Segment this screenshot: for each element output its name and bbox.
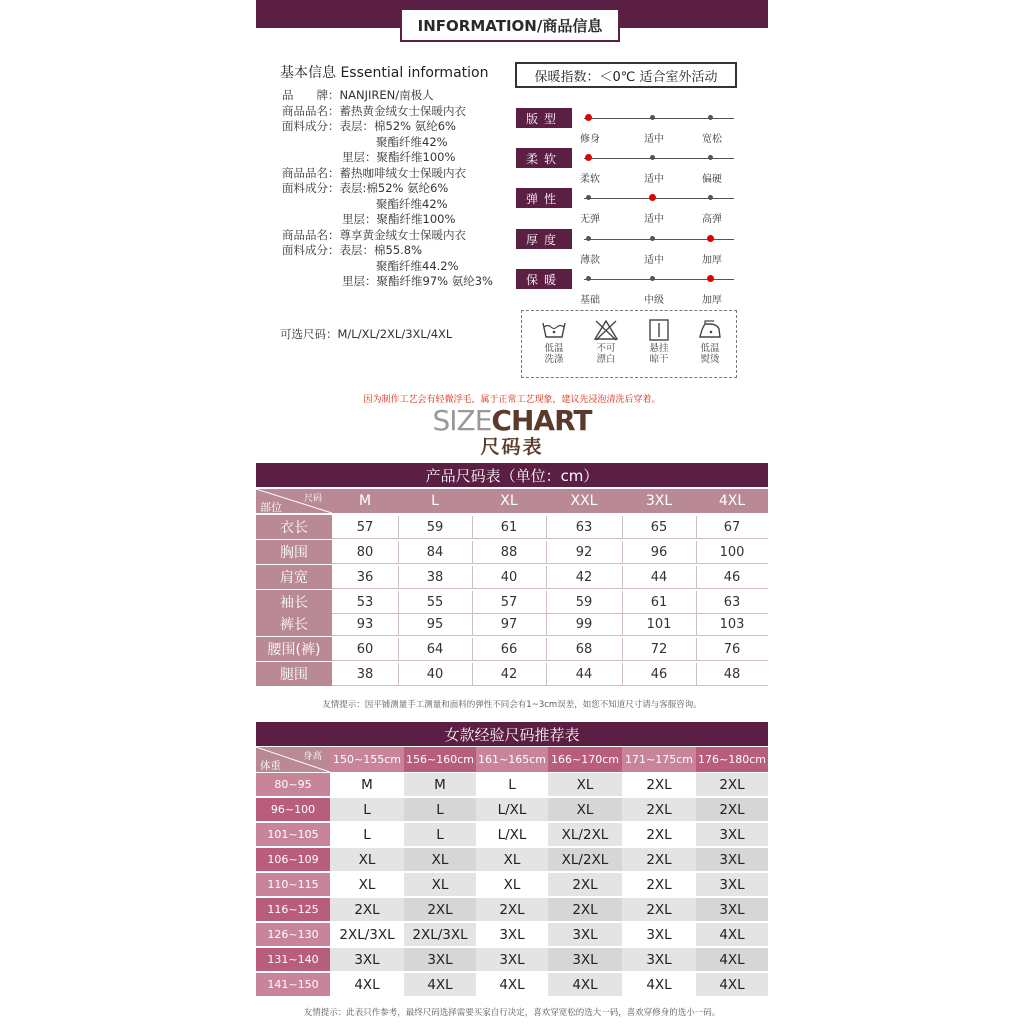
height-column-header: 156~160cm [404,747,476,772]
attribute-row [516,229,742,265]
table-cell: L/XL [476,798,548,821]
row-label: 腿围 [256,662,332,686]
table-cell: 3XL [696,848,768,871]
height-column-header: 176~180cm [696,747,768,772]
table-cell: 42 [500,666,518,682]
info-line: 聚酯纤维42% [376,196,448,211]
attribute-label: 柔软 [516,148,572,168]
height-column-header: 161~165cm [476,747,548,772]
attribute-dot [650,236,655,241]
cell-divider [696,613,697,635]
table-cell: 2XL [622,848,696,871]
attribute-option: 适中 [644,134,664,145]
table-cell: L [476,773,548,796]
cell-divider [398,566,399,588]
weight-row-label: 126~130 [256,923,330,946]
weight-row-label: 106~109 [256,848,330,871]
table-cell: 57 [500,594,518,610]
cell-divider [696,638,697,660]
care-text: 熨烫 [700,354,720,365]
attribute-option: 适中 [644,255,664,266]
attribute-option: 高弹 [702,214,722,225]
table-cell: 84 [426,544,444,560]
table-cell: 46 [650,666,668,682]
table-cell: XL [548,798,622,821]
attribute-option: 基础 [580,295,600,306]
table-cell: 64 [426,641,444,657]
care-text: 悬挂 [649,343,669,354]
row-divider [332,538,768,539]
attribute-dot [586,195,591,200]
attribute-label: 厚度 [516,229,572,249]
row-label: 裤长 [256,612,332,636]
table-cell: 3XL [696,873,768,896]
fuzz-notice: 因为制作工艺会有轻微浮毛，属于正常工艺现象，建议先浸泡清洗后穿着。 [363,395,661,405]
cell-divider [622,541,623,563]
attribute-option: 薄款 [580,255,600,266]
recommend-table-tip: 友情提示：此表只作参考，最终尺码选择需要买家自行决定，喜欢穿宽松的选大一码，喜欢穿修身的选小一码。 [303,1008,721,1018]
table-cell: 80 [356,544,374,560]
basic-info-list [282,88,522,290]
table-cell: L/XL [476,823,548,846]
height-column-header: 150~155cm [330,747,404,772]
info-line: 面料成分：表层:棉52% 氨纶6% [282,181,449,195]
table-cell: 4XL [696,973,768,996]
cell-divider [622,638,623,660]
table-row [256,773,768,798]
table-cell: 2XL [622,798,696,821]
row-label: 袖长 [256,590,332,614]
care-instructions [521,310,737,378]
table-cell: 55 [426,594,444,610]
attribute-dot [586,276,591,281]
table-cell: 2XL [548,898,622,921]
care-item [688,319,732,365]
cell-divider [546,638,547,660]
available-sizes: 可选尺码：M/L/XL/2XL/3XL/4XL [280,327,453,341]
cell-divider [472,591,473,613]
attribute-row [516,108,742,144]
attribute-dot [708,115,713,120]
attribute-option: 适中 [644,214,664,225]
table-cell: 3XL [330,948,404,971]
cell-divider [398,638,399,660]
weight-row-label: 141~150 [256,973,330,996]
table-cell: 2XL/3XL [404,923,476,946]
row-divider [332,588,768,589]
attribute-label: 保暖 [516,269,572,289]
cell-divider [546,591,547,613]
size-column-header: XXL [570,493,598,509]
care-text: 不可 [596,343,616,354]
table-cell: 101 [646,616,672,632]
corner-weight-label: 体重 [260,760,281,772]
care-item [637,319,681,365]
attribute-option: 柔软 [580,174,600,185]
info-line: 里层：聚酯纤维100% [342,150,456,164]
table-cell: L [404,823,476,846]
table-cell: 99 [575,616,593,632]
table-cell: XL/2XL [548,848,622,871]
table-cell: 72 [650,641,668,657]
attribute-row [516,269,742,305]
cell-divider [472,663,473,685]
info-line: 商品品名：蓄热黄金绒女士保暖内衣 [282,103,466,118]
attribute-dot [708,195,713,200]
table-cell: 48 [723,666,741,682]
care-text: 晾干 [649,354,669,365]
table-row [256,973,768,998]
attribute-option: 加厚 [702,295,722,306]
attribute-dot [586,236,591,241]
table-cell: 4XL [696,923,768,946]
care-text: 漂白 [596,354,616,365]
size-column-header: 3XL [645,493,673,509]
table-cell: 93 [356,616,374,632]
info-line: 聚酯纤维44.2% [376,258,459,273]
table-cell: 38 [356,666,374,682]
cell-divider [622,613,623,635]
weight-row-label: 96~100 [256,798,330,821]
low-temp-wash-icon [541,319,567,341]
size-column-header: M [358,493,372,509]
table-row [256,923,768,948]
attribute-selected-dot [649,194,656,201]
table-cell: 2XL [622,773,696,796]
table-cell: L [330,823,404,846]
table-cell: 44 [650,569,668,585]
cell-divider [546,613,547,635]
corner-part-label: 部位 [260,501,282,514]
row-label: 腰围(裤) [256,637,332,661]
table-cell: 57 [356,519,374,535]
table-cell: M [330,773,404,796]
table-cell: 2XL [622,873,696,896]
table-row [256,612,768,636]
table-cell: 40 [426,666,444,682]
row-label: 肩宽 [256,565,332,589]
table-cell: 59 [575,594,593,610]
cell-divider [472,566,473,588]
table-cell: 65 [650,519,668,535]
info-line: 商品品名：蓄热咖啡绒女士保暖内衣 [282,165,466,180]
attribute-selected-dot [707,235,714,242]
table-row [256,848,768,873]
table-row [256,662,768,686]
care-item [584,319,628,365]
corner-cell [256,747,330,772]
care-text: 洗涤 [544,354,564,365]
cell-divider [696,663,697,685]
size-chart-title-dark: CHART [491,404,592,437]
attribute-row [516,188,742,224]
table-cell: 2XL [622,898,696,921]
product-table-header [256,489,768,513]
table-cell: XL/2XL [548,823,622,846]
cell-divider [546,566,547,588]
attribute-dot [650,155,655,160]
cell-divider [696,566,697,588]
table-cell: XL [330,848,404,871]
cell-divider [696,541,697,563]
cell-divider [622,516,623,538]
table-cell: M [404,773,476,796]
weight-row-label: 131~140 [256,948,330,971]
table-cell: 67 [723,519,741,535]
table-cell: 38 [426,569,444,585]
cell-divider [546,516,547,538]
table-cell: 4XL [476,973,548,996]
table-cell: 2XL [330,898,404,921]
hang-dry-icon [646,319,672,341]
table-cell: 42 [575,569,593,585]
size-chart-title-light: SIZE [432,404,492,437]
attribute-option: 适中 [644,174,664,185]
table-cell: 3XL [548,948,622,971]
table-cell: 2XL/3XL [330,923,404,946]
table-cell: 4XL [696,948,768,971]
table-cell: 53 [356,594,374,610]
attribute-option: 偏硬 [702,174,722,185]
height-column-header: 171~175cm [622,747,696,772]
table-row [256,798,768,823]
size-column-header: L [431,493,439,509]
attribute-option: 无弹 [580,214,600,225]
attribute-dot [708,155,713,160]
cell-divider [472,516,473,538]
product-table-title: 产品尺码表（单位：cm） [256,463,768,487]
attribute-dot [650,115,655,120]
corner-size-label: 尺码 [304,494,323,504]
attribute-label: 弹性 [516,188,572,208]
table-cell: 4XL [330,973,404,996]
table-cell: 63 [575,519,593,535]
attribute-label: 版型 [516,108,572,128]
table-cell: 68 [575,641,593,657]
info-line: 聚酯纤维42% [376,134,448,149]
table-cell: 66 [500,641,518,657]
table-cell: 76 [723,641,741,657]
table-cell: L [330,798,404,821]
table-cell: 63 [723,594,741,610]
table-row [256,948,768,973]
row-divider [332,635,768,636]
cell-divider [398,663,399,685]
table-cell: 3XL [404,948,476,971]
attribute-dot [650,276,655,281]
info-line: 里层：聚酯纤维97% 氨纶3% [342,274,493,288]
table-cell: 61 [500,519,518,535]
row-divider [332,660,768,661]
cell-divider [398,541,399,563]
info-line: 品 牌：NANJIREN/南极人 [282,88,434,102]
table-cell: 46 [723,569,741,585]
table-row [256,637,768,661]
cell-divider [696,516,697,538]
table-cell: XL [476,873,548,896]
cell-divider [398,613,399,635]
table-cell: 92 [575,544,593,560]
height-column-header: 166~170cm [548,747,622,772]
table-cell: 3XL [622,923,696,946]
table-cell: 2XL [404,898,476,921]
table-row [256,565,768,589]
table-row [256,590,768,614]
care-text: 低温 [544,343,564,354]
table-cell: 44 [575,666,593,682]
table-cell: 2XL [548,873,622,896]
product-table-tip: 友情提示：因平铺测量手工测量和面料的弹性不同会有1~3cm误差，如您不知道尺寸请与客服咨询。 [322,700,702,710]
info-line: 里层：聚酯纤维100% [342,212,456,226]
table-cell: 60 [356,641,374,657]
weight-row-label: 110~115 [256,873,330,896]
attribute-option: 加厚 [702,255,722,266]
row-label: 衣长 [256,515,332,539]
weight-row-label: 101~105 [256,823,330,846]
table-cell: XL [476,848,548,871]
cell-divider [622,663,623,685]
no-bleach-icon [593,319,619,341]
table-cell: 4XL [548,973,622,996]
table-cell: 96 [650,544,668,560]
size-column-header: XL [500,493,518,509]
info-line: 面料成分：表层：棉52% 氨纶6% [282,119,456,133]
weight-row-label: 80~95 [256,773,330,796]
table-cell: XL [404,848,476,871]
row-divider [332,563,768,564]
attribute-selected-dot [707,275,714,282]
table-row [256,515,768,539]
attribute-selected-dot [585,154,592,161]
table-row [256,898,768,923]
table-cell: 88 [500,544,518,560]
table-cell: 61 [650,594,668,610]
table-cell: 3XL [476,923,548,946]
table-row [256,873,768,898]
table-cell: 3XL [622,948,696,971]
table-cell: 2XL [476,898,548,921]
row-label: 胸围 [256,540,332,564]
table-cell: 4XL [404,973,476,996]
recommend-table-header [256,747,768,772]
warmth-index-box: 保暖指数：＜0℃ 适合室外活动 [515,62,737,88]
cell-divider [472,613,473,635]
table-cell: 103 [719,616,745,632]
cell-divider [546,541,547,563]
basic-info-heading: 基本信息 Essential information [280,65,489,81]
table-cell: 3XL [696,898,768,921]
table-cell: 3XL [548,923,622,946]
table-cell: 59 [426,519,444,535]
info-line: 商品品名：尊享黄金绒女士保暖内衣 [282,227,466,242]
table-row [256,823,768,848]
table-row [256,540,768,564]
table-cell: XL [548,773,622,796]
cell-divider [622,591,623,613]
cell-divider [472,541,473,563]
table-cell: 100 [719,544,745,560]
table-cell: 95 [426,616,444,632]
size-column-header: 4XL [718,493,746,509]
table-cell: 2XL [696,798,768,821]
info-line: 面料成分：表层：棉55.8% [282,243,423,257]
table-cell: 36 [356,569,374,585]
cell-divider [622,566,623,588]
low-temp-iron-icon [697,319,723,341]
table-cell: 3XL [696,823,768,846]
cell-divider [696,591,697,613]
product-detail-page [256,0,768,1024]
information-title: INFORMATION/商品信息 [400,8,620,42]
table-cell: 2XL [622,823,696,846]
table-cell: L [404,798,476,821]
table-cell: 3XL [476,948,548,971]
cell-divider [398,591,399,613]
recommend-table-title: 女款经验尺码推荐表 [256,722,768,746]
corner-height-label: 身高 [303,751,323,762]
care-item [532,319,576,365]
care-text: 低温 [700,343,720,354]
attribute-row [516,148,742,184]
table-cell: XL [404,873,476,896]
attribute-option: 修身 [580,134,600,145]
cell-divider [398,516,399,538]
attribute-option: 宽松 [702,134,722,145]
size-chart-subtitle: 尺码表 [480,436,544,458]
table-cell: 97 [500,616,518,632]
table-cell: XL [330,873,404,896]
table-cell: 2XL [696,773,768,796]
table-cell: 40 [500,569,518,585]
table-cell: 4XL [622,973,696,996]
row-divider [332,685,768,686]
weight-row-label: 116~125 [256,898,330,921]
attribute-selected-dot [585,114,592,121]
cell-divider [546,663,547,685]
cell-divider [472,638,473,660]
attribute-option: 中级 [644,295,664,306]
